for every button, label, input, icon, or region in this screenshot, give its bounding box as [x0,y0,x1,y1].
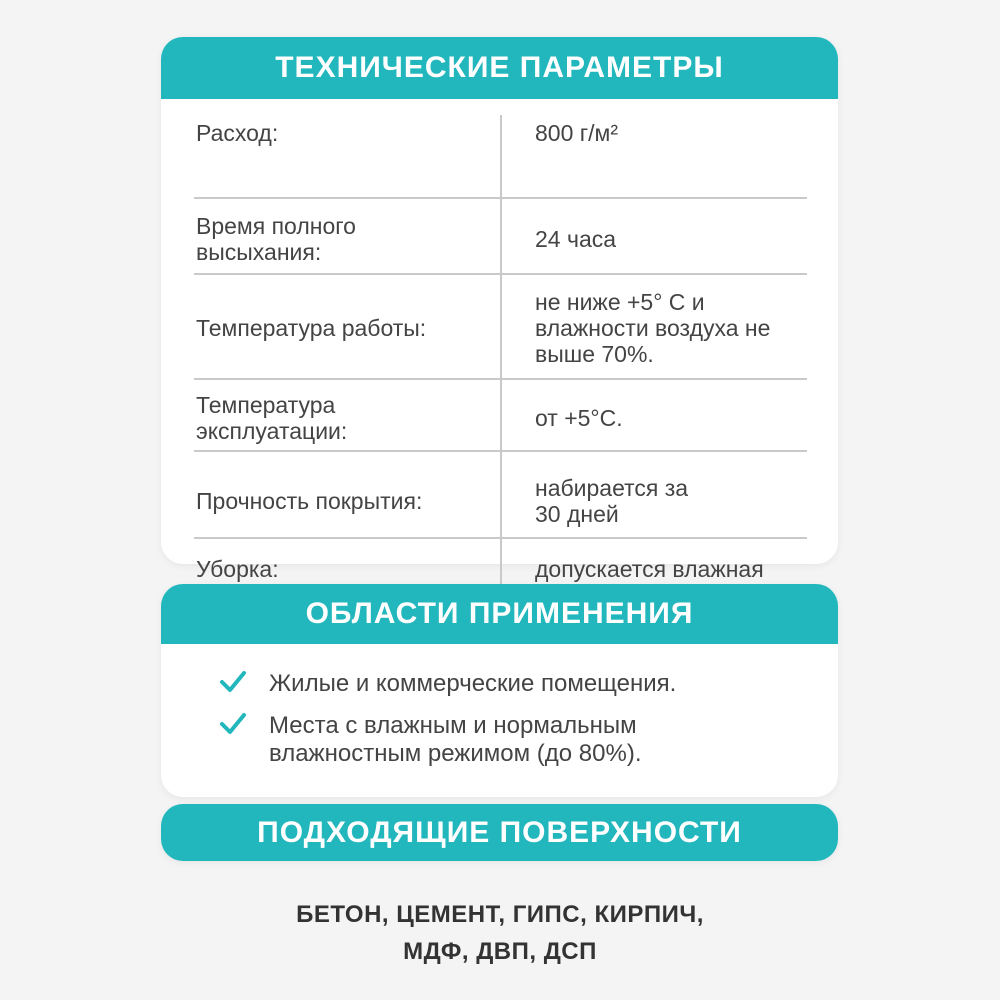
param-value: от +5°С. [535,405,623,431]
list-item [219,712,699,768]
row-divider [194,273,807,275]
list-item-text: Места с влажным и нормальным влажностным режимом (до 80%). [269,712,642,767]
list-item-text: Жилые и коммерческие помещения. [269,670,677,697]
param-label: Время полного высыхания: [196,213,356,265]
param-label: Прочность покрытия: [196,488,423,514]
param-row-work-temp [194,285,807,371]
param-value: 800 г/м² [535,120,619,146]
surfaces-line-2: МДФ, ДВП, ДСП [403,938,597,965]
row-divider [194,450,807,452]
check-icon [219,670,247,694]
surfaces-line-1: БЕТОН, ЦЕМЕНТ, ГИПС, КИРПИЧ, [296,901,704,928]
applications-title: ОБЛАСТИ ПРИМЕНЕНИЯ [161,584,838,644]
surfaces-list [0,896,1000,970]
param-row-consumption [194,113,807,153]
row-divider [194,378,807,380]
check-icon [219,712,247,736]
param-row-strength [194,471,807,531]
list-item [219,670,676,698]
param-value: допускается влажная [535,556,764,582]
param-label: Уборка: [196,556,279,582]
param-label: Температура работы: [196,315,427,341]
row-divider [194,537,807,539]
surfaces-title: ПОДХОДЯЩИЕ ПОВЕРХНОСТИ [161,804,838,861]
applications-card [161,584,838,797]
param-label: Температура эксплуатации: [196,392,348,444]
param-label: Расход: [196,120,279,146]
param-row-drying [194,209,807,269]
tech-params-title: ТЕХНИЧЕСКИЕ ПАРАМЕТРЫ [161,37,838,99]
row-divider [194,197,807,199]
param-value: не ниже +5° С и влажности воздуха не выше 70%. [535,289,771,367]
param-value: набирается за 30 дней [535,475,689,527]
param-row-cleaning [194,551,807,587]
param-value: 24 часа [535,226,617,252]
param-row-service-temp [194,388,807,448]
params-table [161,99,838,582]
surfaces-card [161,804,838,861]
tech-params-card [161,37,838,582]
